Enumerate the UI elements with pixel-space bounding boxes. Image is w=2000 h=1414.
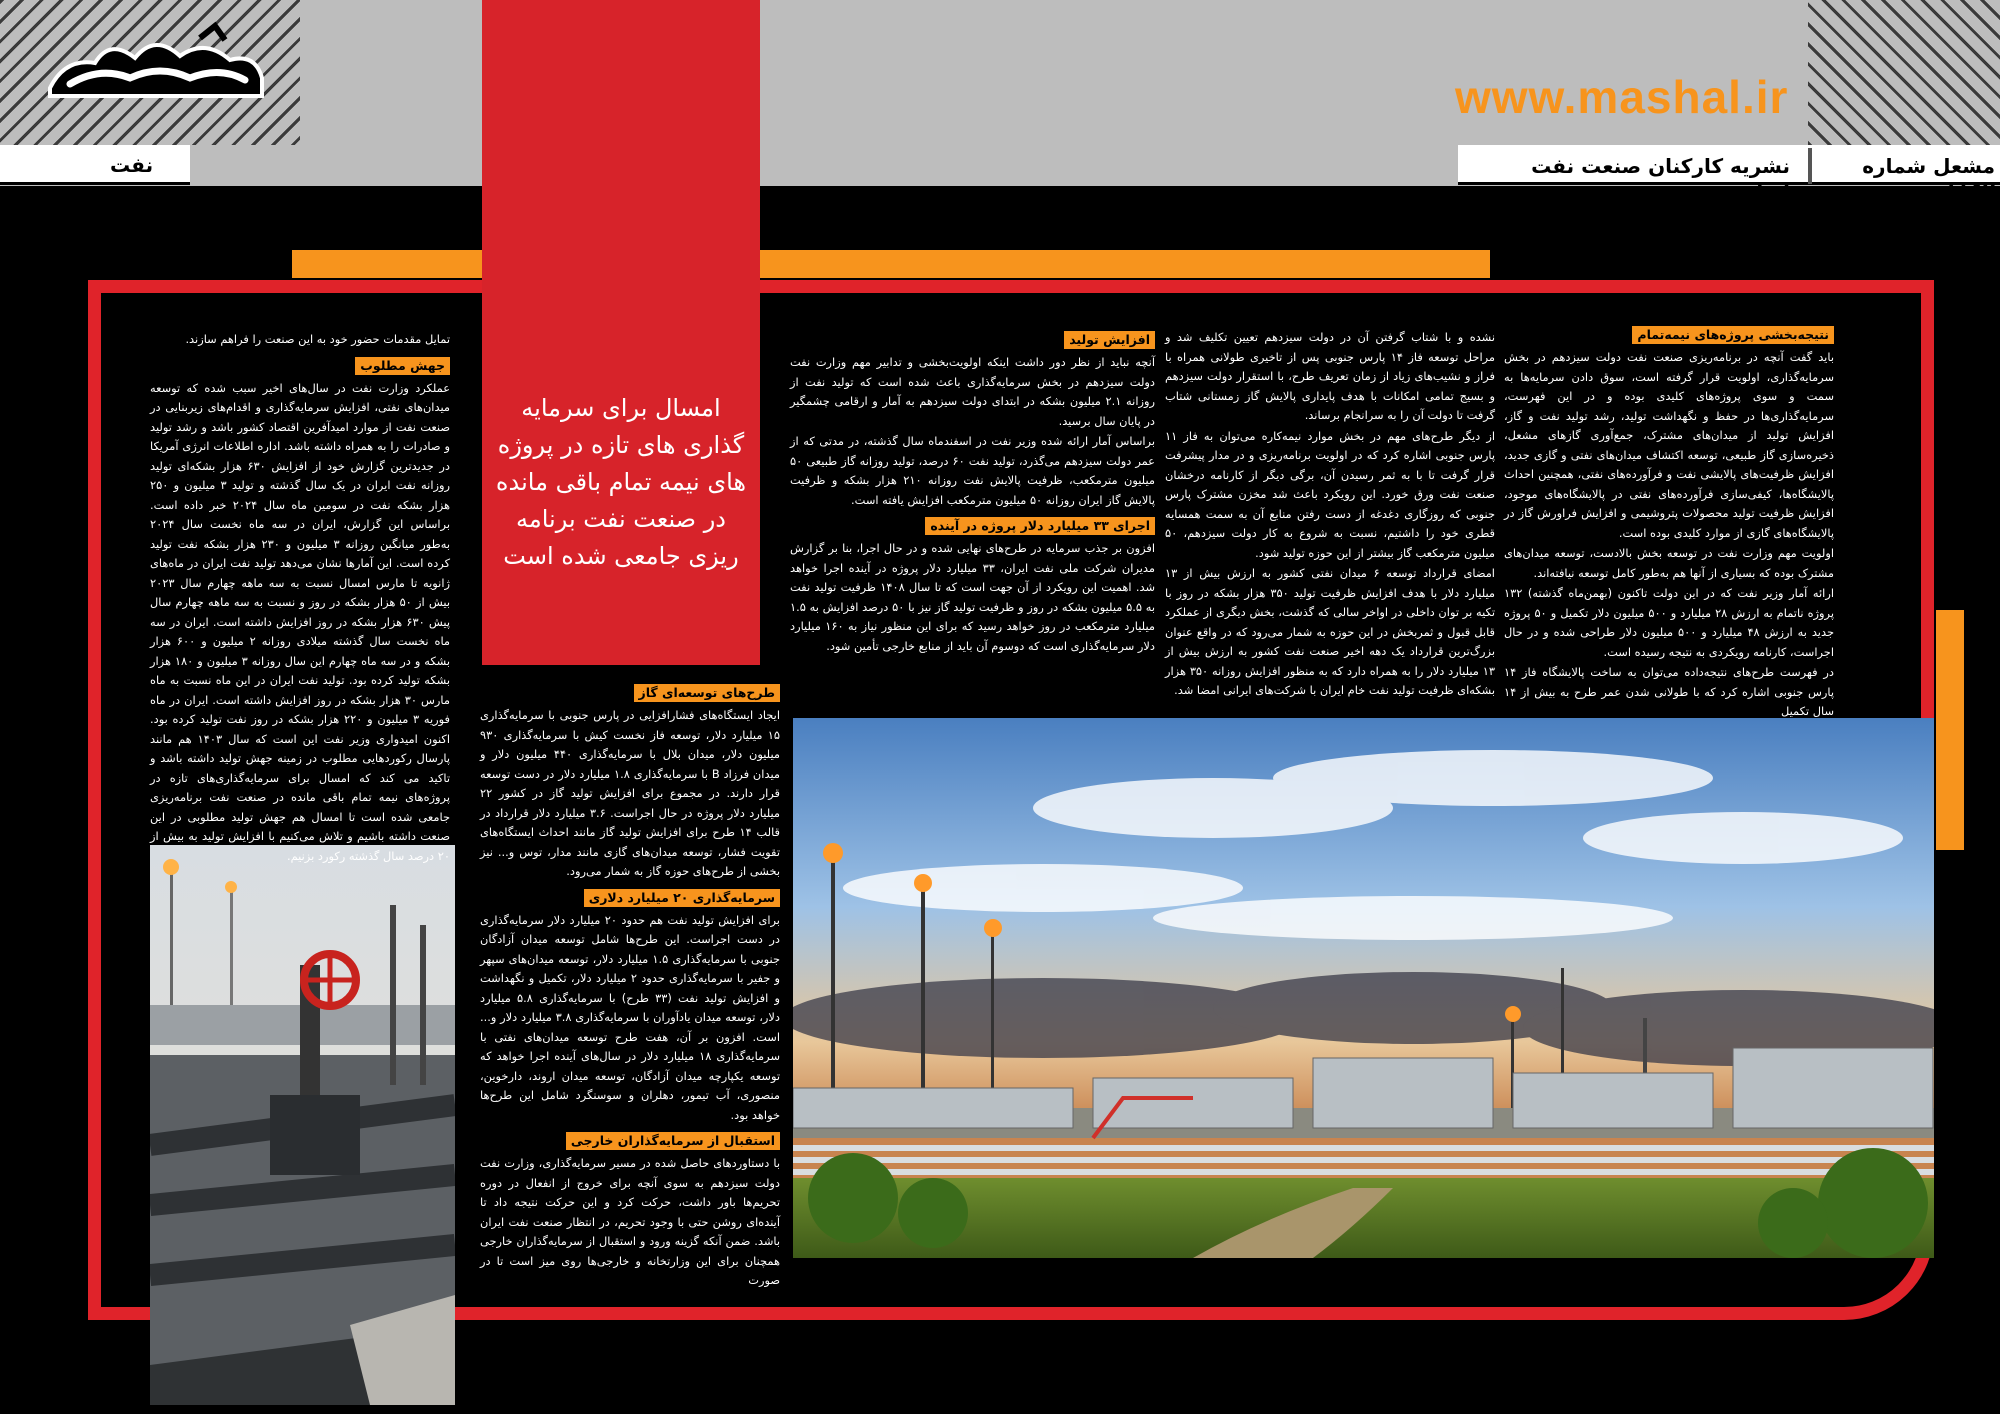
section-tab [0,145,190,185]
paragraph: امضای قرارداد توسعه ۶ میدان نفتی کشور به ارزش بیش از ۱۳ میلیارد دلار با هدف افزایش ظرفیت تولید ۳۵۰ هزار بشکه در روز با تکیه بر توان داخلی در اواخر سالی که گذشت، بخش دیگری از عملکرد قابل قبول و ثمربخش در این حوزه به شمار می‌رود که در واقع عنوان بزرگ‌ترین قرارداد یک دهه اخیر صنعت نفت کشور به ارزش بیش از ۱۳ میلیارد دلار را به همراه دارد که به منظور افزایش روزانه ۳۵۰ هزار بشکه‌ای ظرفیت تولید نفت خام ایران با شرکت‌های ایرانی امضا شد. [1165,566,1496,697]
paragraph: نشده و با شتاب گرفتن آن در دولت سیزدهم تعیین تکلیف شد و مراحل توسعه فاز ۱۴ پارس جنوبی پس از تاخیری طولانی همراه با فراز و نشیب‌های زیاد از زمان تعریف طرح، با استقرار دولت سیزدهم و بسیج تمامی امکانات با هدف پایداری پالایش گاز زمستانی شتاب گرفت تا دولت آن را به سرانجام برساند. [1165,330,1496,422]
paragraph: تمایل مقدمات حضور خود به این صنعت را فراهم سازند. [185,332,450,346]
paragraph: آنچه نباید از نظر دور داشت اینکه اولویت‌بخشی و تدابیر مهم وزارت نفت دولت سیزدهم در بخش سرمایه‌گذاری باعث شده است که تولید نفت از روزانه ۲.۱ میلیون بشکه در ابتدای دولت سیزدهم به آمار و ارقامی چشمگیر در پایان سال برسید. [790,355,1155,428]
pull-quote: امسال برای سرمایه گذاری های تازه در پروژه های نیمه تمام باقی مانده در صنعت نفت برنامه ریزی جامعی شده است [495,394,747,570]
paragraph: ایجاد ایستگاه‌های فشارافزایی در پارس جنوبی با سرمایه‌گذاری ۱۵ میلیارد دلار، توسعه فاز نخست کیش با سرمایه‌گذاری ۹۳۰ میلیون دلار، میدان بلال با سرمایه‌گذاری ۴۴۰ میلیون دلار و میدان فرزاد B با سرمایه‌گذاری ۱.۸ میلیارد دلار در دست توسعه قرار دارند. در مجموع برای افزایش تولید گاز در کشور ۲۲ میلیارد دلار پروژه در حال اجراست. ۳.۶ میلیارد دلار قرارداد در قالب ۱۴ طرح برای افزایش تولید گاز مانند احداث ایستگاه‌های تقویت فشار، توسعه میدان‌های گازی مانند مدار، توس و... نیز بخشی از طرح‌های حوزه گاز به شمار می‌رود. [480,708,781,878]
column-5 [150,330,450,867]
section-label: نفت [110,153,154,177]
column-4 [480,678,780,1292]
paragraph: از دیگر طرح‌های مهم در بخش موارد نیمه‌کاره می‌توان به فاز ۱۱ پارس جنوبی اشاره کرد که در اولویت برنامه‌ریزی و در مدار پیشرفت قرار گرفت تا با به ثمر رسیدن آن، برگی دیگر از کارنامه درخشان صنعت نفت ورق خورد. این رویکرد باعث شد مخزن مشترک پارس جنوبی که روزگاری دغدغه از دست رفتن منابع آن به سمت همسایه قطری خود را داشتیم، نسبت به شروع به کار دولت سیزدهم، ۵۰ میلیون مترمکعب گاز بیشتر از این حوزه تولید شود. [1165,428,1495,560]
orange-bar-top-right [760,250,1490,278]
paragraph: افزون بر جذب سرمایه در طرح‌های نهایی شده و در حال اجرا، بنا بر گزارش مدیران شرکت ملی نفت ایران، ۳۳ میلیارد دلار پروژه در آینده اجرا خواهد شد. اهمیت این رویکرد از آن جهت است که تا سال ۱۴۰۸ ظرفیت تولید نفت به ۵.۵ میلیون بشکه در روز و ظرفیت تولید گاز نیز با ۵۰ درصد افزایش به ۱.۵ میلیارد مترمکعب در روز خواهد رسید که برای این منظور نیاز به ۱۶۰ میلیارد دلار سرمایه‌گذاری است که دوسوم آن باید از منابع خارجی تأمین شود. [790,541,1155,653]
paragraph: اولویت مهم وزارت نفت در توسعه بخش بالادست، توسعه میدان‌های مشترک بوده که بسیاری از آنها هم به‌طور کامل توسعه نیافته‌اند. [1504,546,1834,580]
orange-bar-top-left [292,250,482,278]
column-heading: طرح‌های توسعه‌ای گاز [634,684,780,702]
column-heading: افزایش تولید [1064,331,1155,349]
column-3 [790,325,1155,657]
oil-facility-photo [793,718,1934,1258]
column-2 [1165,328,1495,702]
paragraph: ارائه آمار وزیر نفت که در این دولت تاکنون (بهمن‌ماه گذشته) ۱۳۲ پروژه ناتمام به ارزش ۲۸ میلیارد و ۵۰۰ میلیون دلار تکمیل و ۵۰ پروژه جدید به ارزش ۴۸ میلیارد و ۵۰۰ میلیون دلار طراحی شده و در حال اجراست، کارنامه رویکردی به نتیجه رسیده است. [1504,586,1835,659]
paragraph: برای افزایش تولید نفت هم حدود ۲۰ میلیارد دلار سرمایه‌گذاری در دست اجراست. این طرح‌ها شامل توسعه میدان آزادگان جنوبی با سرمایه‌گذاری ۱.۵ میلیارد دلار، توسعه میدان‌های سپهر و جفیر با سرمایه‌گذاری حدود ۲ میلیارد دلار، تکمیل و نگهداشت و افزایش تولید نفت (۳۳ طرح) با سرمایه‌گذاری ۵.۸ میلیارد دلار، توسعه میدان یادآوران با سرمایه‌گذاری ۳.۸ میلیارد دلار و... است. افزون بر آن، هفت طرح توسعه میدان‌های نفتی با سرمایه‌گذاری ۱۸ میلیارد دلار در سال‌های آینده اجرا خواهد که توسعه یکپارچه میدان آزادگان، توسعه میدان اروند، دارخوین، منصوری، آب تیمور، دهلران و سوسنگرد شامل این طرح‌ها خواهد بود. [480,912,780,1122]
column-heading: استقبال از سرمایه‌گذاران خارجی [566,1132,780,1150]
column-heading: اجرای ۳۳ میلیارد دلار پروژه در آینده [925,517,1155,535]
column-heading: سرمایه‌گذاری ۲۰ میلیارد دلاری [584,889,780,907]
logo [40,18,270,118]
paragraph: براساس آمار ارائه شده وزیر نفت در اسفندماه سال گذشته، در مدتی که از عمر دولت سیزدهم می‌گذرد، تولید نفت ۶۰ درصد، تولید روزانه گاز طبیعی ۵۰ میلیون مترمکعب، ظرفیت پالایش نفت روزانه ۲۱۰ هزار بشکه و ظرفیت پالایش گاز ایران روزانه ۵۰ میلیون مترمکعب افزایش یافته است. [790,434,1155,507]
column-1 [1504,320,1834,723]
paragraph: در فهرست طرح‌های نتیجه‌داده می‌توان به ساخت پالایشگاه فاز ۱۴ پارس جنوبی اشاره کرد که با طولانی شدن عمر طرح به بیش از ۱۴ سال تکمیل [1504,665,1834,718]
column-heading: نتیجه‌بخشی پروژه‌های نیمه‌تمام [1632,326,1834,344]
paragraph: عملکرد وزارت نفت در سال‌های اخیر سبب شده که توسعه میدان‌های نفتی، افزایش سرمایه‌گذاری و اقدام‌های زیربنایی در صنعت نفت از موارد امید‌آفرین اقتصاد کشور باشد و رشد تولید و صادرات را به همراه داشته باشد. اداره اطلاعات انرژی آمریکا در جدیدترین گزارش خود از افزایش ۶۳۰ هزار بشکه‌ای تولید روزانه نفت ایران در یک سال گذشته و تولید ۳ میلیون و ۲۵۰ هزار بشکه نفت در سومین ماه سال ۲۰۲۴ خبر داده است. براساس این گزارش، ایران در سه ماه نخست سال ۲۰۲۴ به‌طور میانگین روزانه ۳ میلیون و ۲۳۰ هزار بشکه نفت تولید کرده است. این آمارها نشان می‌دهد تولید نفت ایران در ماه‌های ژانویه تا مارس امسال نسبت به سه ماهه چهارم سال ۲۰۲۳ بیش از ۵۰ هزار بشکه در روز و نسبت به سه ماهه چهارم سال پیش ۶۳۰ هزار بشکه در روز افزایش داشته است. ایران در سه ماه نخست سال گذشته میلادی روزانه ۲ میلیون و ۶۰۰ هزار بشکه و در سه ماه چهارم این سال روزانه ۳ میلیون و ۱۸۰ هزار بشکه تولید کرده بود. تولید نفت ایران در این ماه نسبت به ماه مارس ۳۰ هزار بشکه در روز افزایش داشته است. ایران در ماه فوریه ۳ میلیون و ۲۲۰ هزار بشکه در روز نفت تولید کرده بود. اکنون امیدواری وزیر نفت این است که سال ۱۴۰۳ هم مانند پارسال رکوردهایی مطلوب در زمینه جهش تولید داشته باشد و تاکید می کند که امسال برای سرمایه‌گذاری‌های تازه در پروژه‌های نیمه تمام باقی مانده در صنعت نفت برنامه‌ریزی جامعی شده است تا امسال هم جهش تولید مطلوبی در این صنعت داشته باشیم و تلاش می‌کنیم با افزایش تولید به بیش از ۲۰ درصد سال گذشته رکورد بزنیم. [150,380,451,863]
paragraph: باید گفت آنچه در برنامه‌ریزی صنعت نفت دولت سیزدهم در بخش سرمایه‌گذاری، اولویت قرار گرفته است، سوق دادن سرمایه‌ها به سمت و سوی پروژه‌های کلیدی بوده و در این فهرست، سرمایه‌گذاری‌ها در حفظ و نگهداشت تولید، رشد تولید نفت و گاز، افزایش تولید از میدان‌های مشترک، جمع‌آوری گازهای مشعل، ذخیره‌سازی گاز طبیعی، توسعه اکتشاف میدان‌های نفتی و گازی جدید، افزایش ظرفیت‌های پالایشی نفت و فرآورده‌های نفتی، همچنین احداث پالایشگاه‌ها، کیفی‌سازی فرآورده‌های نفتی در پالایشگاه‌های موجود، افزایش ظرفیت تولید محصولات پتروشیمی و افزایش فراورش گاز در پالایشگاه‌های گازی از موارد کلیدی بوده است. [1504,350,1834,540]
header-stripes-right [1808,0,2000,145]
issue-number: مشعل شماره ۱۱۵۲ [1862,154,1995,202]
column-heading: جهش مطلوب [355,357,450,375]
paragraph: با دستاوردهای حاصل شده در مسیر سرمایه‌گذاری، وزارت نفت دولت سیزدهم به سوی آنچه برای خروج از انفعال در دوره تحریم‌ها باور داشت، حرکت کرد و این حرکت نتیجه داد تا آینده‌ای روشن حتی با وجود تحریم، در انتظار صنعت نفت ایران باشد. ضمن آنکه گزینه ورود و استقبال از سرمایه‌گذاران خارجی همچنان برای این وزارتخانه و خارجی‌ها روی میز است تا در صورت [480,1156,780,1287]
divider [1808,148,1812,184]
website-url[interactable]: www.mashal.ir [1455,71,1789,123]
valve-photo [150,845,455,1405]
orange-bar-right [1936,610,1964,850]
publication-name: نشریه کارکنان صنعت نفت ایران [1531,154,1790,202]
